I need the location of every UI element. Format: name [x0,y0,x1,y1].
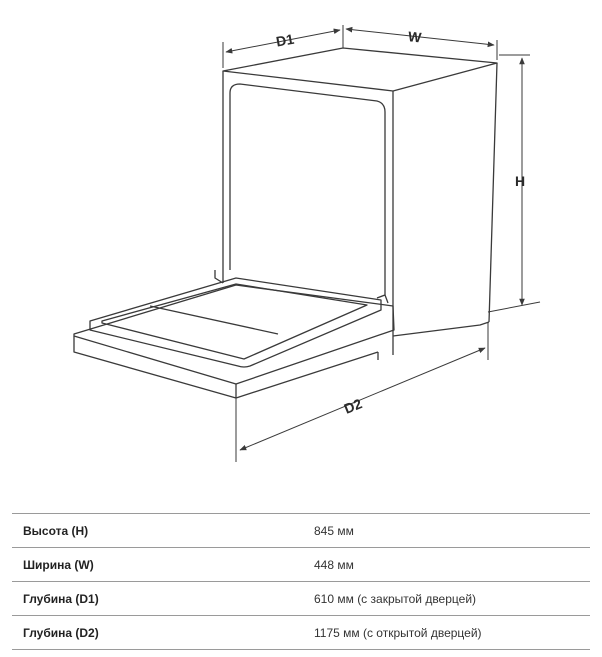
spec-label: Глубина (D1) [23,591,99,606]
spec-row-depth-closed [12,582,590,616]
spec-value: 1175 мм (с открытой дверцей) [314,625,482,640]
d2-label: D2 [341,395,365,417]
spec-row-width [12,548,590,582]
top-face [223,48,497,91]
door-opening [230,84,385,295]
d2-arrow [240,348,485,450]
w-label: W [407,28,423,46]
h-label: H [515,173,526,189]
door-tray-inner [102,284,367,359]
spec-value: 610 мм (с закрытой дверцей) [314,591,477,606]
spec-row-depth-open [12,616,590,650]
spec-label: Высота (H) [23,523,89,538]
spec-value: 448 мм [314,557,354,572]
spec-value: 845 мм [314,523,354,538]
d1-label: D1 [274,30,296,50]
spec-label: Ширина (W) [23,557,94,572]
base-right [393,322,489,336]
spec-row-height [12,514,590,548]
door-panel [74,285,394,384]
specs-table [12,513,590,650]
back-right-edge [489,63,497,322]
spec-label: Глубина (D2) [23,625,99,640]
